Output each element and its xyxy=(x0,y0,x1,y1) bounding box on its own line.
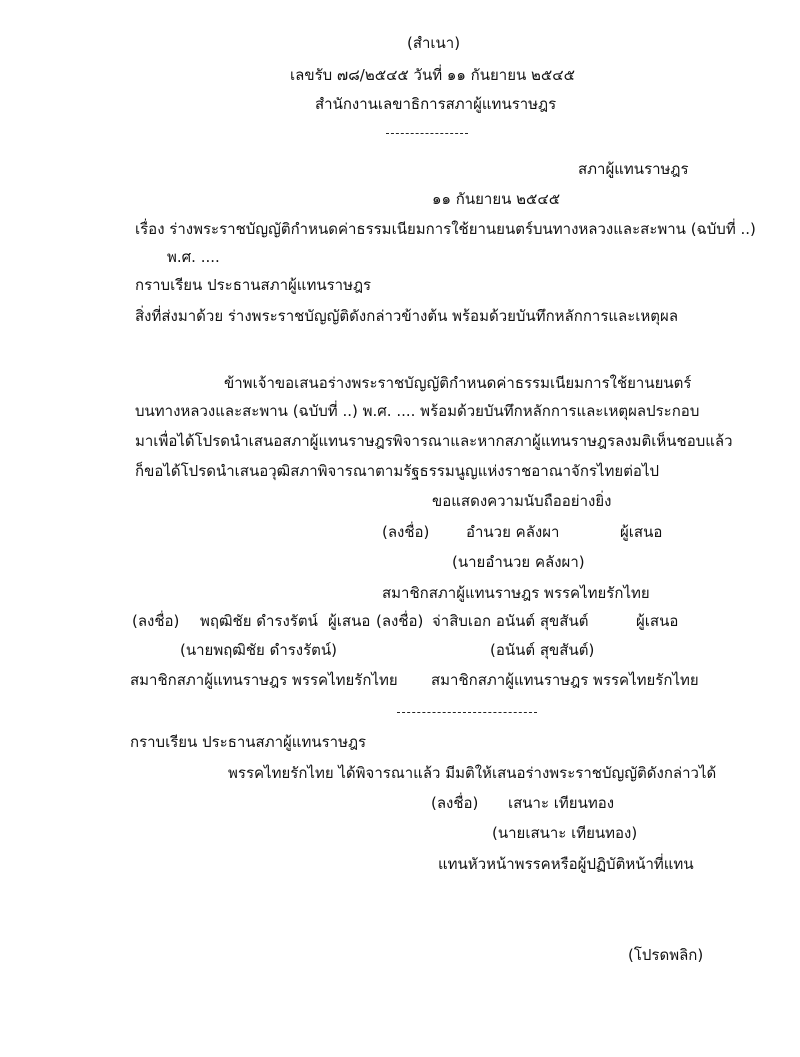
turn-over-note: (โปรดพลิก) xyxy=(628,946,704,964)
signature-role: ผู้เสนอ xyxy=(328,612,371,630)
signatory-full-name: (นายเสนาะ เทียนทอง) xyxy=(492,824,638,842)
signatory-position: สมาชิกสภาผู้แทนราษฎร พรรคไทยรักไทย xyxy=(382,584,650,602)
body-line: ก็ขอได้โปรดนำเสนอวุฒิสภาพิจารณาตามรัฐธรรมนูญแห่งราชอาณาจักรไทยต่อไป xyxy=(135,462,660,480)
signature-label: (ลงชื่อ) xyxy=(382,523,430,541)
endorsement-salutation: กราบเรียน ประธานสภาผู้แทนราษฎร xyxy=(130,733,367,751)
signature-label: (ลงชื่อ) xyxy=(132,612,180,630)
letter-date: ๑๑ กันยายน ๒๕๔๕ xyxy=(432,190,561,208)
signature-name: อำนวย คลังผา xyxy=(466,523,560,541)
copy-mark: (สำเนา) xyxy=(407,34,461,52)
signature-label: (ลงชื่อ) xyxy=(376,612,424,630)
receiving-office: สำนักงานเลขาธิการสภาผู้แทนราษฎร xyxy=(315,95,557,113)
signatory-full-name: (นายอำนวย คลังผา) xyxy=(452,553,585,571)
endorsement-text: พรรคไทยรักไทย ได้พิจารณาแล้ว มีมติให้เสนอร่างพระราชบัญญัติดังกล่าวได้ xyxy=(228,764,717,782)
salutation: กราบเรียน ประธานสภาผู้แทนราษฎร xyxy=(135,276,372,294)
closing: ขอแสดงความนับถืออย่างยิ่ง xyxy=(432,492,612,510)
letter-origin: สภาผู้แทนราษฎร xyxy=(578,160,689,178)
signature-role: ผู้เสนอ xyxy=(620,523,663,541)
signature-name: เสนาะ เทียนทอง xyxy=(508,794,615,812)
signatory-full-name: (อนันต์ สุขสันต์) xyxy=(490,641,595,659)
signatory-position: สมาชิกสภาผู้แทนราษฎร พรรคไทยรักไทย xyxy=(130,671,398,689)
signature-role: ผู้เสนอ xyxy=(636,612,679,630)
enclosure-line: สิ่งที่ส่งมาด้วย ร่างพระราชบัญญัติดังกล่าวข้างต้น พร้อมด้วยบันทึกหลักการและเหตุผล xyxy=(135,307,679,325)
signatory-position: สมาชิกสภาผู้แทนราษฎร พรรคไทยรักไทย xyxy=(431,671,699,689)
body-line: บนทางหลวงและสะพาน (ฉบับที่ ..) พ.ศ. .... พร้อมด้วยบันทึกหลักการและเหตุผลประกอบ xyxy=(135,402,700,420)
signatory-full-name: (นายพฤฒิชัย ดำรงรัตน์) xyxy=(180,641,338,659)
body-line: ข้าพเจ้าขอเสนอร่างพระราชบัญญัติกำหนดค่าธรรมเนียมการใช้ยานยนตร์ xyxy=(224,374,692,392)
signature-name: พฤฒิชัย ดำรงรัตน์ xyxy=(200,612,318,630)
signature-label: (ลงชื่อ) xyxy=(431,794,479,812)
signatory-position: แทนหัวหน้าพรรคหรือผู้ปฏิบัติหน้าที่แทน xyxy=(438,855,694,873)
receipt-number: เลขรับ ๗๘/๒๕๔๕ วันที่ ๑๑ กันยายน ๒๕๔๕ xyxy=(290,66,575,84)
signature-name: จ่าสิบเอก อนันต์ สุขสันต์ xyxy=(432,612,589,630)
header-divider xyxy=(386,133,468,134)
subject-line: เรื่อง ร่างพระราชบัญญัติกำหนดค่าธรรมเนียมการใช้ยานยนตร์บนทางหลวงและสะพาน (ฉบับที่ ..) xyxy=(135,220,756,238)
section-divider xyxy=(397,712,537,713)
subject-year: พ.ศ. .... xyxy=(167,248,220,266)
body-line: มาเพื่อได้โปรดนำเสนอสภาผู้แทนราษฎรพิจารณาและหากสภาผู้แทนราษฎรลงมติเห็นชอบแล้ว xyxy=(135,432,733,450)
